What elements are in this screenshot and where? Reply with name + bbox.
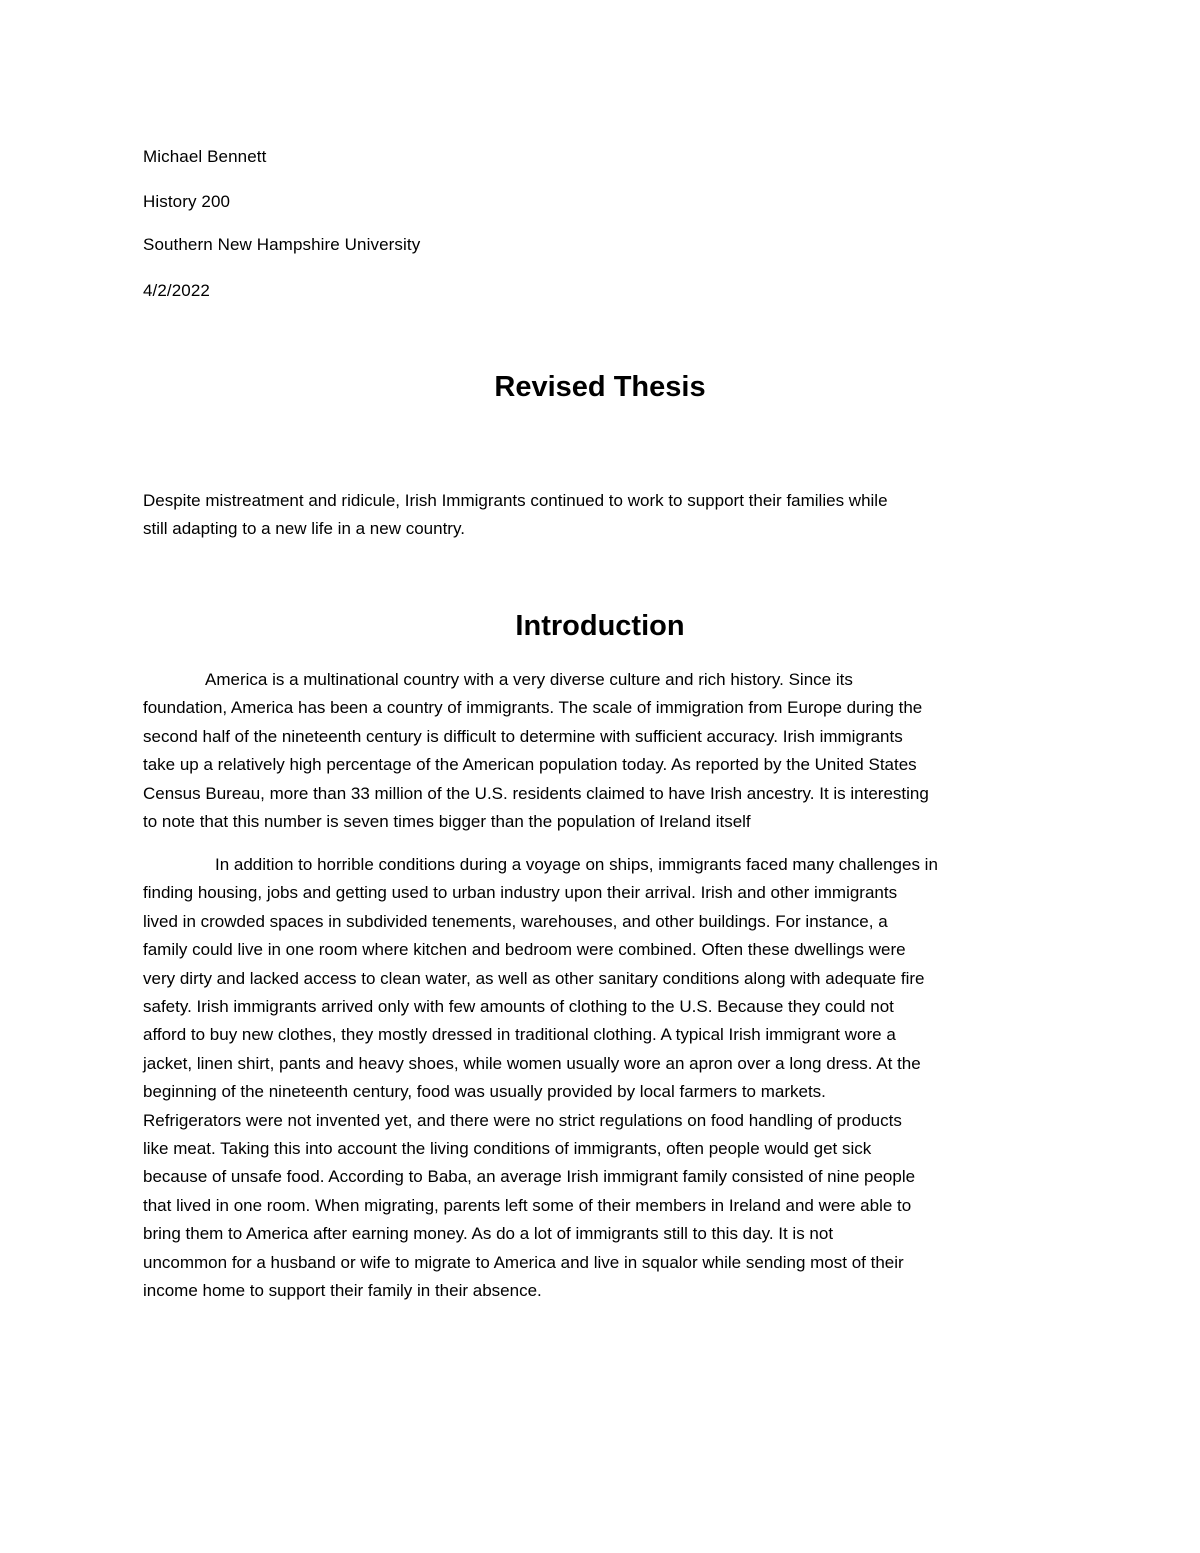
paragraph-line: jacket, linen shirt, pants and heavy shoes, while women usually wore an apron over a long dress. At the <box>143 1053 921 1073</box>
paragraph-line: afford to buy new clothes, they mostly dressed in traditional clothing. A typical Irish immigrant wore a <box>143 1025 896 1045</box>
paragraph-line: foundation, America has been a country of immigrants. The scale of immigration from Europe during the <box>143 698 923 718</box>
paragraph-line: uncommon for a husband or wife to migrate to America and live in squalor while sending most of their <box>143 1252 904 1272</box>
paragraph-line: income home to support their family in their absence. <box>143 1281 542 1301</box>
paragraph-line: second half of the nineteenth century is difficult to determine with sufficient accuracy. Irish immigrants <box>143 726 903 746</box>
document-date: 4/2/2022 <box>143 281 210 300</box>
school-name: Southern New Hampshire University <box>143 235 421 254</box>
paragraph-line: lived in crowded spaces in subdivided tenements, warehouses, and other buildings. For instance, a <box>143 911 888 931</box>
paragraph-line: like meat. Taking this into account the living conditions of immigrants, often people would get sick <box>143 1139 872 1159</box>
introduction-paragraph-1 <box>143 666 1060 836</box>
paragraph-line: family could live in one room where kitchen and bedroom were combined. Often these dwellings were <box>143 940 906 960</box>
paragraph-line: bring them to America after earning money. As do a lot of immigrants still to this day. It is not <box>143 1224 834 1244</box>
paragraph-line: Refrigerators were not invented yet, and there were no strict regulations on food handling of products <box>143 1110 902 1130</box>
paragraph-line: because of unsafe food. According to Baba, an average Irish immigrant family consisted of nine people <box>143 1167 916 1187</box>
paragraph-line: very dirty and lacked access to clean water, as well as other sanitary conditions along with adequate fire <box>143 968 925 988</box>
thesis-line: still adapting to a new life in a new country. <box>143 519 465 539</box>
thesis-line: Despite mistreatment and ridicule, Irish Immigrants continued to work to support their families while <box>143 491 888 510</box>
thesis-heading: Revised Thesis <box>494 371 706 403</box>
paragraph-line: safety. Irish immigrants arrived only with few amounts of clothing to the U.S. Because they could not <box>143 997 894 1017</box>
paragraph-line: beginning of the nineteenth century, food was usually provided by local farmers to markets. <box>143 1082 826 1102</box>
paragraph-line: In addition to horrible conditions during a voyage on ships, immigrants faced many challenges in <box>215 855 938 874</box>
paragraph-line: America is a multinational country with a very diverse culture and rich history. Since its <box>205 670 853 689</box>
introduction-heading: Introduction <box>515 610 685 642</box>
paragraph-line: take up a relatively high percentage of the American population today. As reported by the United States <box>143 755 917 775</box>
paragraph-line: Census Bureau, more than 33 million of the U.S. residents claimed to have Irish ancestry. It is interesting <box>143 783 929 803</box>
paragraph-line: to note that this number is seven times bigger than the population of Ireland itself <box>143 812 751 832</box>
paragraph-line: that lived in one room. When migrating, parents left some of their members in Ireland and were able to <box>143 1195 912 1215</box>
author-name: Michael Bennett <box>143 147 267 166</box>
course-name: History 200 <box>143 192 231 211</box>
introduction-paragraph-2 <box>143 851 1060 1306</box>
paragraph-line: finding housing, jobs and getting used to urban industry upon their arrival. Irish and other immigrants <box>143 883 898 903</box>
thesis-paragraph <box>143 487 1060 544</box>
